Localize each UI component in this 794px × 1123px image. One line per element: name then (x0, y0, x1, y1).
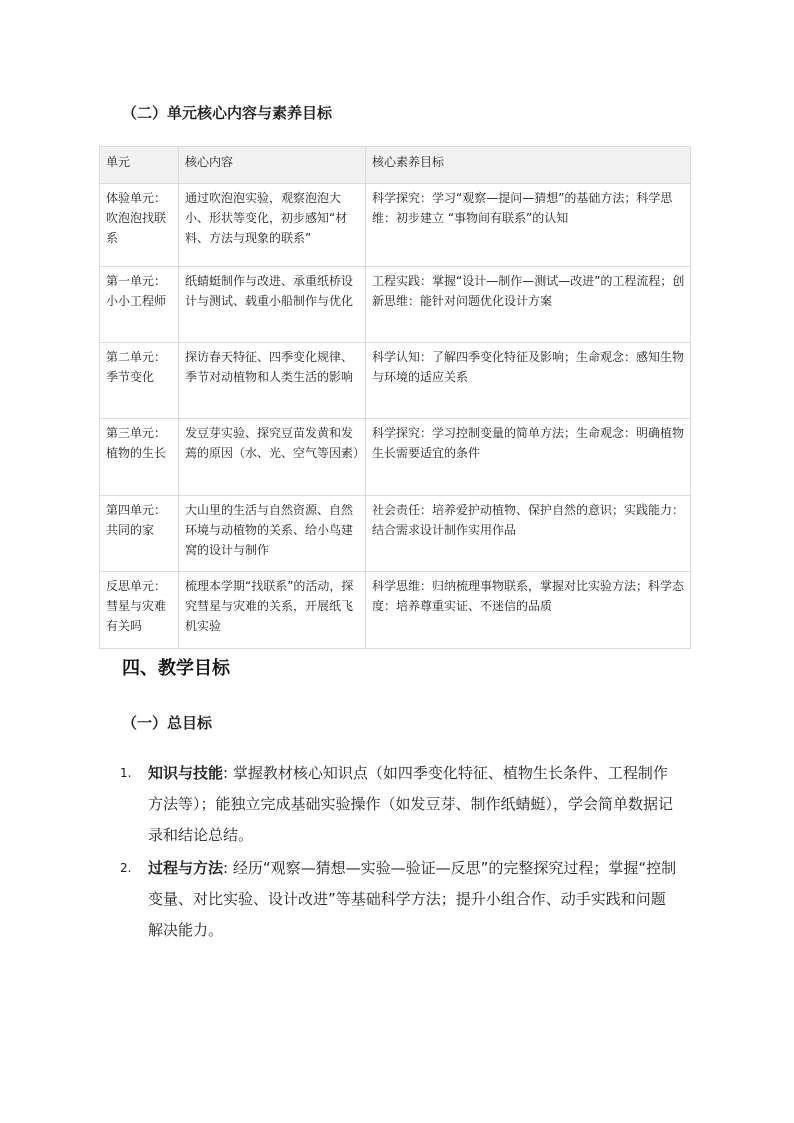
goal-cell: 社会责任：培养爱护动植物、保护自然的意识；实践能力：结合需求设计制作实用作品 (366, 496, 691, 572)
goal-colon: : (223, 859, 233, 877)
table-row (100, 267, 691, 343)
goal-lead: 过程与方法 (148, 859, 224, 877)
goal-cell: 科学认知：了解四季变化特征及影响；生命观念：感知生物与环境的适应关系 (366, 343, 691, 419)
content-cell: 通过吹泡泡实验，观察泡泡大小、形状等变化，初步感知“材料、方法与现象的联系” (179, 184, 366, 267)
list-item (120, 853, 680, 946)
goal-cell: 科学探究：学习“观察—提问—猜想”的基础方法；科学思维：初步建立 “事物间有联系”的认知 (366, 184, 691, 267)
unit-cell: 第三单元：植物的生长 (100, 419, 179, 496)
table-row (100, 572, 691, 649)
header-goal: 核心素养目标 (366, 147, 691, 184)
table-row (100, 419, 691, 496)
goal-text: 经历“观察—猜想—实验—验证—反思”的完整探究过程；掌握“控制变量、对比实验、设计改进”等基础科学方法；提升小组合作、动手实践和问题解决能力。 (148, 859, 677, 939)
content-cell: 梳理本学期“找联系”的活动，探究彗星与灾难的关系，开展纸飞机实验 (179, 572, 366, 649)
unit-cell: 第四单元：共同的家 (100, 496, 179, 572)
unit-section-heading: （二）单元核心内容与素养目标 (122, 104, 333, 122)
content-cell: 发豆芽实验、探究豆苗发黄和发蔫的原因（水、光、空气等因素） (179, 419, 366, 496)
table-row (100, 496, 691, 572)
header-unit: 单元 (100, 147, 179, 184)
header-content: 核心内容 (179, 147, 366, 184)
teaching-goals-heading: 四、教学目标 (122, 658, 230, 679)
goals-list (120, 758, 680, 948)
goal-cell: 科学思维：归纳梳理事物联系，掌握对比实验方法；科学态度：培养尊重实证、不迷信的品质 (366, 572, 691, 649)
goal-cell: 科学探究：学习控制变量的简单方法；生命观念：明确植物生长需要适宜的条件 (366, 419, 691, 496)
list-number: 2. (120, 861, 132, 875)
goal-text: 掌握教材核心知识点（如四季变化特征、植物生长条件、工程制作方法等）；能独立完成基础实验操作（如发豆芽、制作纸蜻蜓），学会简单数据记录和结论总结。 (148, 764, 674, 844)
total-goals-heading: （一）总目标 (122, 714, 213, 732)
table-row (100, 343, 691, 419)
content-cell: 大山里的生活与自然资源、自然环境与动植物的关系、给小鸟建窝的设计与制作 (179, 496, 366, 572)
list-number: 1. (120, 766, 132, 780)
unit-cell: 体验单元：吹泡泡找联系 (100, 184, 179, 267)
table-row (100, 184, 691, 267)
unit-content-table (99, 146, 691, 649)
table-header-row (100, 147, 691, 184)
goal-cell: 工程实践：掌握“设计—制作—测试—改进”的工程流程；创新思维：能针对问题优化设计方案 (366, 267, 691, 343)
unit-cell: 第二单元：季节变化 (100, 343, 179, 419)
content-cell: 纸蜻蜓制作与改进、承重纸桥设计与测试、载重小船制作与优化 (179, 267, 366, 343)
unit-cell: 反思单元：彗星与灾难有关吗 (100, 572, 179, 649)
content-cell: 探访春天特征、四季变化规律、季节对动植物和人类生活的影响 (179, 343, 366, 419)
unit-cell: 第一单元：小小工程师 (100, 267, 179, 343)
goal-colon: : (223, 764, 233, 782)
goal-lead: 知识与技能 (148, 764, 224, 782)
list-item (120, 758, 680, 851)
